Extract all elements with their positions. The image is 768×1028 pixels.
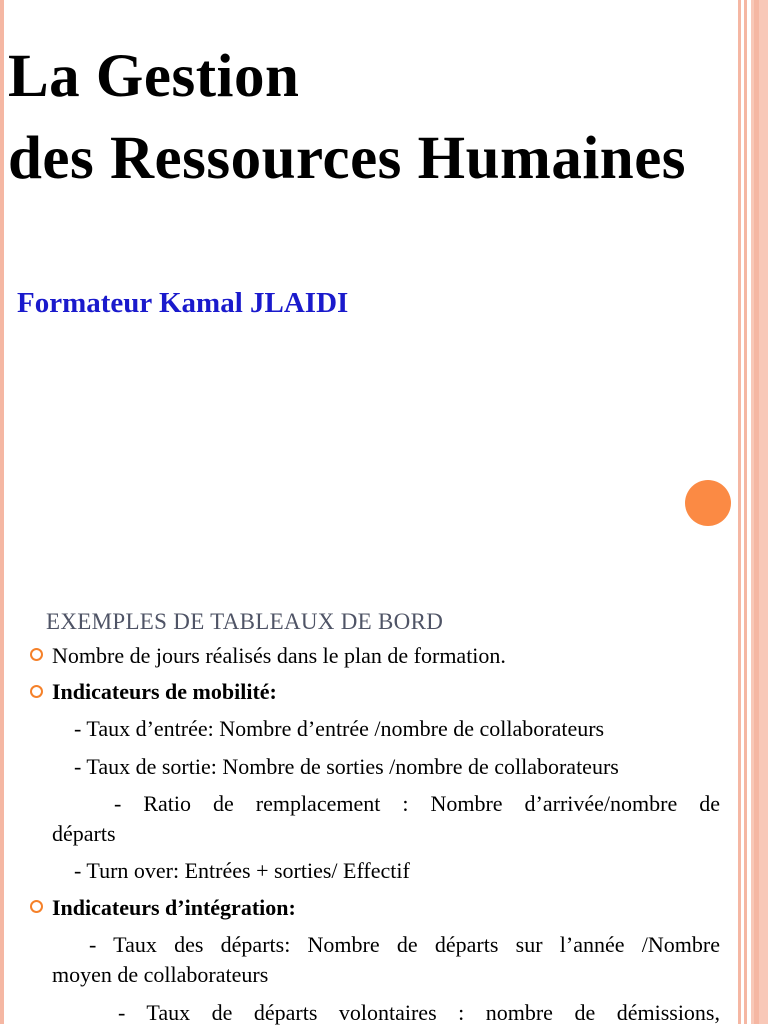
list-item-turn-over: - Turn over: Entrées + sorties/ Effectif (74, 858, 410, 883)
bullet-icon (30, 648, 43, 661)
formateur-name: Formateur Kamal JLAIDI (17, 287, 349, 319)
title-line-2: des Ressources Humaines (8, 125, 687, 192)
list-item-taux-departs-line2: moyen de collaborateurs (52, 962, 269, 987)
list-item-taux-sortie: - Taux de sortie: Nombre de sorties /nombre de collaborateurs (74, 754, 619, 779)
orange-circle-icon (685, 480, 731, 526)
list-item-mobilite-heading: Indicateurs de mobilité: (52, 679, 277, 704)
list-item-jours: Nombre de jours réalisés dans le plan de formation. (52, 643, 506, 668)
list-item-integration-heading: Indicateurs d’intégration: (52, 895, 296, 920)
title-line-1: La Gestion (8, 43, 300, 110)
list-item-ratio-line2: départs (52, 821, 116, 846)
bullet-icon (30, 685, 43, 698)
page-title (8, 36, 768, 200)
list-item-taux-entree: - Taux d’entrée: Nombre d’entrée /nombre de collaborateurs (74, 716, 605, 741)
section-heading: EXEMPLES DE TABLEAUX DE BORD (46, 609, 444, 634)
list-item-taux-volontaires-line1: - Taux de départs volontaires : nombre de démissions, (118, 1000, 720, 1025)
list-item-taux-departs-line1: - Taux des départs: Nombre de départs sur l’année /Nombre (89, 932, 720, 957)
bullet-icon (30, 900, 43, 913)
list-item-ratio-line1: - Ratio de remplacement : Nombre d’arrivée/nombre de (114, 791, 720, 816)
left-border-decoration (0, 0, 4, 1024)
